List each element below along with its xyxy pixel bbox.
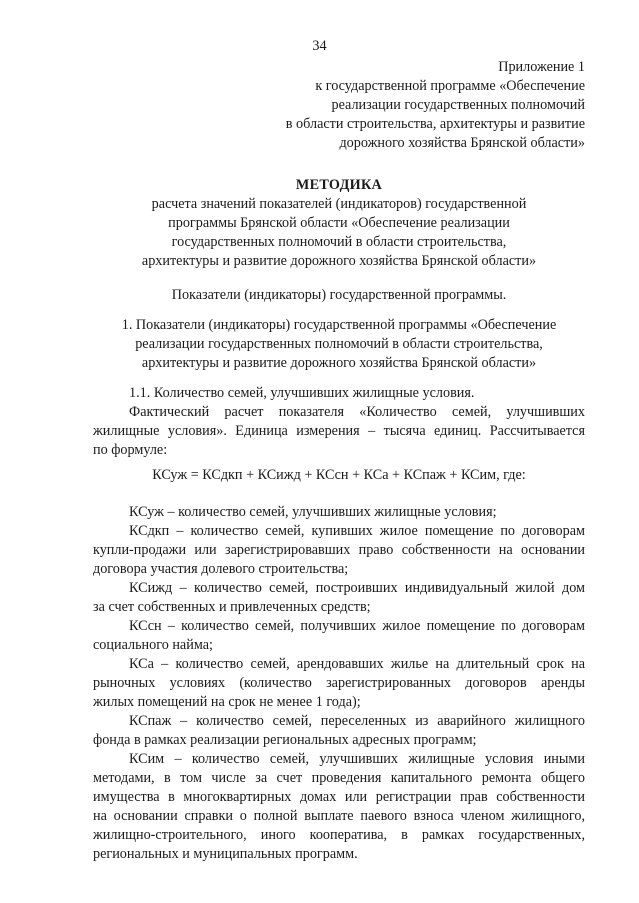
calc-line: Фактический расчет показателя «Количество семей, улучшивших xyxy=(129,404,585,420)
definition-line: фонда в рамках реализации региональных адресных программ; xyxy=(93,732,477,748)
definition-line: КСа – количество семей, арендовавших жилье на длительный срок на xyxy=(129,656,585,672)
subsection-line: 1. Показатели (индикаторы) государственной программы «Обеспечение xyxy=(121,317,557,333)
subtitle-line: программы Брянской области «Обеспечение реализации xyxy=(168,215,510,231)
appendix-header xyxy=(286,58,585,153)
definition-line: жилищно-строительного, иного кооператива, в рамках государственных, xyxy=(93,827,585,843)
definition-line: КСуж – количество семей, улучшивших жилищные условия; xyxy=(129,504,497,520)
definition-line: КСижд – количество семей, построивших индивидуальный жилой дом xyxy=(129,580,585,596)
subtitle-line: архитектуры и развитие дорожного хозяйства Брянской области» xyxy=(141,253,537,269)
definition-line: рыночных условиях (количество зарегистрированных договоров аренды xyxy=(93,675,585,691)
item-title: 1.1. Количество семей, улучшивших жилищные условия. xyxy=(129,385,475,401)
definition-line: социального найма; xyxy=(93,637,213,653)
definition-line: на основании справки о полной выплате паевого взноса членом жилищного, xyxy=(93,808,585,824)
subtitle-line: государственных полномочий в области строительства, xyxy=(171,234,507,250)
formula: КСуж = КСдкп + КСижд + КСсн + КСа + КСпаж + КСим, где: xyxy=(152,467,526,483)
definition-line: имущества в многоквартирных домах или регистрации прав собственности xyxy=(93,789,585,805)
appendix-line: Приложение 1 xyxy=(498,59,585,75)
subsection-heading xyxy=(93,316,585,373)
calc-line: жилищные условия». Единица измерения – тысяча единиц. Рассчитывается xyxy=(93,423,585,439)
calc-line: по формуле: xyxy=(93,442,168,458)
definition-line: КСдкп – количество семей, купивших жилое помещение по договорам xyxy=(129,523,585,539)
title-block xyxy=(93,176,585,271)
document-title: МЕТОДИКА xyxy=(295,177,383,193)
subtitle-line: расчета значений показателей (индикаторов) государственной xyxy=(151,196,527,212)
definition-line: договора участия долевого строительства; xyxy=(93,561,349,577)
definition-line: жилых помещений на срок не менее 1 года); xyxy=(93,694,361,710)
subsection-line: реализации государственных полномочий в области строительства, xyxy=(135,336,543,352)
page-number: 34 xyxy=(312,38,327,54)
definition-line: методами, в том числе за счет проведения капитального ремонта общего xyxy=(93,770,585,786)
definitions-list xyxy=(93,503,585,864)
appendix-line: реализации государственных полномочий xyxy=(331,97,585,113)
section-heading: Показатели (индикаторы) государственной программы. xyxy=(171,287,507,303)
definition-line: купли-продажи или зарегистрировавших право собственности на основании xyxy=(93,542,585,558)
definition-line: КСим – количество семей, улучшивших жилищные условия иными xyxy=(129,751,585,767)
definition-line: за счет собственных и привлеченных средств; xyxy=(93,599,371,615)
definition-line: КСпаж – количество семей, переселенных из аварийного жилищного xyxy=(129,713,585,729)
definition-line: региональных и муниципальных программ. xyxy=(93,846,358,862)
appendix-line: в области строительства, архитектуры и развитие xyxy=(285,116,585,132)
subsection-line: архитектуры и развитие дорожного хозяйства Брянской области» xyxy=(141,355,537,371)
item-block xyxy=(93,384,585,460)
appendix-line: к государственной программе «Обеспечение xyxy=(315,78,585,94)
definition-line: КСсн – количество семей, получивших жилое помещение по договорам xyxy=(129,618,585,634)
appendix-line: дорожного хозяйства Брянской области» xyxy=(339,135,585,151)
